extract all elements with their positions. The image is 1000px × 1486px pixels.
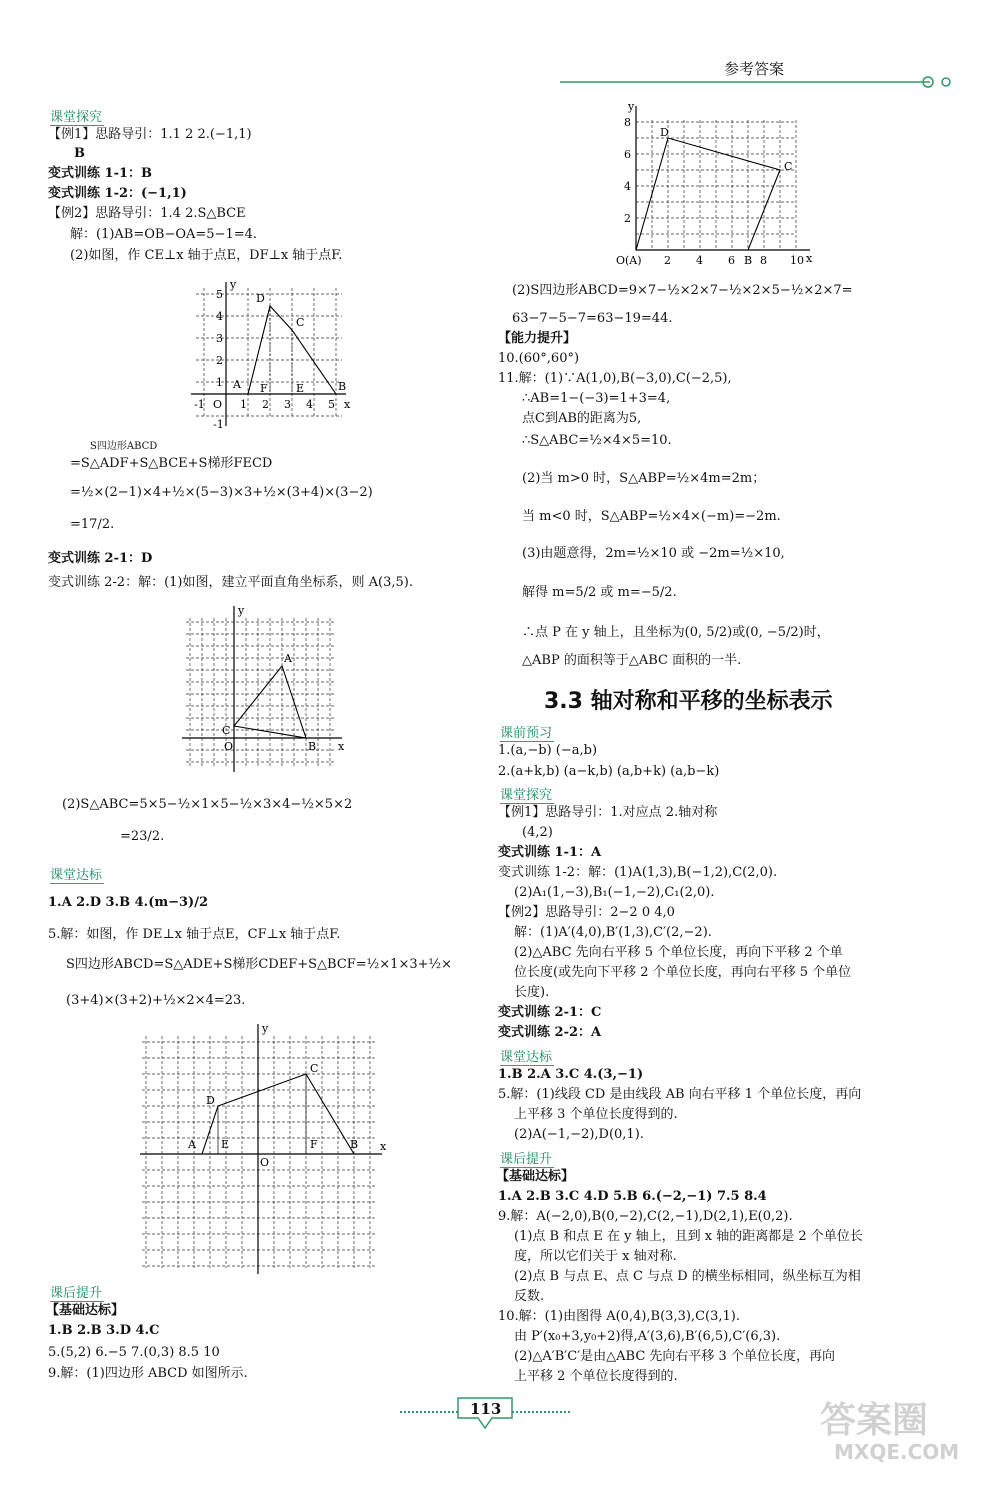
graph-label: O	[213, 398, 223, 411]
formula-line: 63−7−5−7=63−19=44.	[512, 311, 673, 326]
coordinate-graph-4	[610, 100, 825, 268]
graph-label: C	[784, 160, 793, 173]
section-title: 3.3 轴对称和平移的坐标表示	[544, 689, 833, 714]
section-heading-kehou-tisheng: 课后提升	[50, 1282, 104, 1302]
watermark-url: MXQE.COM	[834, 1440, 960, 1464]
section-heading-keqian-yuxi: 课前预习	[500, 722, 554, 742]
graph-label: A	[233, 378, 241, 391]
text-line: 【能力提升】	[498, 331, 577, 346]
formula-line: ∴点 P 在 y 轴上，且坐标为(0, 5/2)或(0, −5/2)时，	[522, 625, 830, 640]
graph-tick: 4	[216, 310, 223, 323]
graph-tick: 2	[664, 254, 671, 267]
formula-line: (2)S四边形ABCD=9×7−½×2×7−½×2×5−½×2×7=	[512, 283, 853, 298]
text-line: 9.解：A(−2,0),B(0,−2),C(2,−1),D(2,1),E(0,2).	[498, 1209, 793, 1224]
graph-label: C	[296, 316, 305, 329]
graph-label: O	[260, 1156, 270, 1169]
text-line: (2)A₁(1,−3),B₁(−1,−2),C₁(2,0).	[514, 885, 715, 900]
graph-tick: 4	[696, 254, 703, 267]
text-line: 变式训练 2-1：D	[48, 551, 153, 566]
graph-label: F	[260, 382, 268, 395]
text-line: 【例2】思路导引：1.4 2.S△BCE	[48, 206, 246, 221]
text-line: 2.(a+k,b) (a−k,b) (a,b+k) (a,b−k)	[498, 764, 720, 779]
text-line: 1.(a,−b) (−a,b)	[498, 743, 598, 758]
text-line: 【例1】思路导引：1.对应点 2.轴对称	[498, 805, 718, 820]
formula-line: =23/2.	[120, 829, 165, 844]
graph-tick: 2	[262, 398, 269, 411]
graph-tick: -1	[194, 398, 205, 411]
graph-label: y	[262, 1022, 269, 1035]
graph-label: D	[206, 1094, 215, 1107]
text-line: △ABP 的面积等于△ABC 面积的一半.	[522, 653, 742, 668]
text-line: 位长度(或先向下平移 2 个单位长度，再向右平移 5 个单位	[514, 965, 852, 980]
text-line: 点C到AB的距离为5,	[522, 411, 642, 426]
graph-tick: 1	[240, 398, 247, 411]
graph-tick: 6	[728, 254, 735, 267]
text-line: 长度).	[514, 985, 550, 1000]
section-heading-ketang-tanjiu-2: 课堂探究	[500, 784, 554, 804]
graph-label: A	[188, 1138, 196, 1151]
graph-label: F	[310, 1138, 318, 1151]
coordinate-graph-2	[180, 602, 350, 774]
text-line: 5.解：(1)线段 CD 是由线段 AB 向右平移 1 个单位长度，再向	[498, 1087, 862, 1102]
graph-tick: 8	[624, 116, 631, 129]
text-line: 由 P′(x₀+3,y₀+2)得,A′(3,6),B′(6,5),C′(6,3).	[514, 1329, 781, 1344]
text-line: 变式训练 2-1：C	[498, 1005, 602, 1020]
header-title: 参考答案	[724, 60, 785, 78]
graph-label: D	[660, 126, 669, 139]
text-line: 变式训练 1-1：B	[48, 166, 153, 181]
graph-tick: 4	[306, 398, 313, 411]
graph-tick: 10	[790, 254, 804, 267]
text-line: 1.A 2.D 3.B 4.(m−3)/2	[48, 895, 208, 910]
section-heading-kehou-tisheng-2: 课后提升	[500, 1148, 554, 1168]
graph-label: x	[380, 1140, 387, 1153]
text-line: 变式训练 1-2：(−1,1)	[48, 186, 187, 201]
text-line: 度，所以它们关于 x 轴对称.	[514, 1249, 677, 1264]
text-line: B	[74, 146, 85, 161]
graph-label: y	[628, 100, 635, 113]
text-line: 5.(5,2) 6.−5 7.(0,3) 8.5 10	[48, 1345, 220, 1360]
graph-label: B	[308, 740, 317, 753]
formula-line: =S△ADF+S△BCE+S梯形FECD	[70, 456, 273, 471]
text-line: 【例2】思路导引：2−2 0 4,0	[498, 905, 675, 920]
text-line: 1.B 2.B 3.D 4.C	[48, 1323, 160, 1338]
page-number: 113	[470, 1400, 502, 1418]
text-line: 反数.	[514, 1289, 545, 1304]
text-line: 变式训练 2-2：A	[498, 1025, 602, 1040]
formula-line: =17/2.	[70, 517, 115, 532]
text-line: 变式训练 1-2：解：(1)A(1,3),B(−1,2),C(2,0).	[498, 865, 778, 880]
text-line: 变式训练 1-1：A	[498, 845, 602, 860]
formula-line: (3+4)×(3+2)+½×2×4=23.	[66, 993, 246, 1008]
graph-tick: 5	[216, 288, 223, 301]
graph-tick: 1	[216, 376, 223, 389]
text-line: (2)A(−1,−2),D(0,1).	[514, 1127, 644, 1142]
text-line: 变式训练 2-2：解：(1)如图，建立平面直角坐标系，则 A(3,5).	[48, 575, 413, 590]
graph-tick: -1	[213, 418, 224, 430]
text-line: ∴AB=1−(−3)=1+3=4,	[522, 391, 671, 406]
text-line: 【基础达标】	[496, 1169, 575, 1184]
text-line: 10.解：(1)由图得 A(0,4),B(3,3),C(3,1).	[498, 1309, 740, 1324]
graph-tick: 4	[624, 180, 631, 193]
formula-line: (2)当 m>0 时，S△ABP=½×4m=2m；	[522, 471, 766, 486]
graph-label: x	[806, 252, 813, 265]
section-heading-ketang-dabiao-2: 课堂达标	[500, 1046, 554, 1066]
graph-tick: 2	[216, 354, 223, 367]
graph-label: B	[350, 1138, 359, 1151]
graph-tick: 8	[760, 254, 767, 267]
graph-label: D	[256, 292, 265, 305]
text-line: 【例1】思路导引：1.1 2 2.(−1,1)	[48, 127, 252, 142]
header-rule	[540, 72, 960, 96]
text-line: (2)点 B 与点 E、点 C 与点 D 的横坐标相同，纵坐标互为相	[514, 1269, 861, 1284]
graph-tick: 3	[284, 398, 291, 411]
formula-line: (2)S△ABC=5×5−½×1×5−½×3×4−½×5×2	[62, 797, 353, 812]
graph-label: x	[338, 740, 345, 753]
graph-tick: 5	[328, 398, 335, 411]
graph-label: O(A)	[616, 254, 642, 267]
text-line: 1.B 2.A 3.C 4.(3,−1)	[498, 1067, 644, 1082]
graph-tick: 2	[624, 212, 631, 225]
formula-line: =½×(2−1)×4+½×(5−3)×3+½×(3+4)×(3−2)	[70, 485, 373, 500]
text-line: 上平移 2 个单位长度得到的.	[514, 1369, 678, 1384]
graph-tick: 6	[624, 148, 631, 161]
graph-label: O	[224, 740, 234, 753]
graph-tick: 3	[216, 332, 223, 345]
graph-label: B	[744, 254, 753, 267]
formula-line: (3)由题意得，2m=½×10 或 −2m=½×10,	[522, 546, 785, 561]
text-line: 5.解：如图，作 DE⊥x 轴于点E，CF⊥x 轴于点F.	[48, 927, 341, 942]
text-line: (2)△ABC 先向右平移 5 个单位长度，再向下平移 2 个单	[514, 945, 843, 960]
graph-label: C	[310, 1062, 319, 1075]
watermark-logo: 答案圈	[820, 1400, 929, 1441]
text-line: (2)如图，作 CE⊥x 轴于点E，DF⊥x 轴于点F.	[70, 248, 343, 263]
text-line: 上平移 3 个单位长度得到的.	[514, 1107, 678, 1122]
formula-line: 当 m<0 时，S△ABP=½×4×(−m)=−2m.	[522, 509, 781, 524]
graph-label: C	[222, 724, 231, 737]
text-line: (2)△A′B′C′是由△ABC 先向右平移 3 个单位长度，再向	[514, 1349, 835, 1364]
text-line: (1)点 B 和点 E 在 y 轴上，且到 x 轴的距离都是 2 个单位长	[514, 1229, 863, 1244]
graph-label: E	[221, 1138, 230, 1151]
graph-label: x	[344, 398, 351, 411]
text-line: 解：(1)A′(4,0),B′(1,3),C′(2,−2).	[514, 925, 712, 940]
text-line: 解：(1)AB=OB−OA=5−1=4.	[70, 227, 258, 242]
section-heading-ketang-dabiao: 课堂达标	[50, 864, 104, 884]
graph-label: A	[284, 652, 292, 665]
graph-label: y	[230, 278, 237, 291]
section-heading-ketang-tanjiu: 课堂探究	[50, 106, 104, 126]
coordinate-graph-1	[186, 278, 356, 430]
formula-line: ∴S△ABC=½×4×5=10.	[522, 433, 672, 448]
text-line: 1.A 2.B 3.C 4.D 5.B 6.(−2,−1) 7.5 8.4	[498, 1189, 767, 1204]
text-line: (4,2)	[522, 825, 553, 840]
graph-label: E	[296, 382, 305, 395]
text-line: 11.解：(1)∵A(1,0),B(−3,0),C(−2,5),	[498, 371, 732, 386]
graph-label: B	[338, 380, 347, 393]
text-line: 10.(60°,60°)	[498, 351, 580, 366]
formula-line: 解得 m=5/2 或 m=−5/2.	[522, 585, 677, 600]
text-line: S四边形ABCD	[90, 441, 158, 452]
text-line: 【基础达标】	[46, 1303, 125, 1318]
formula-line: S四边形ABCD=S△ADE+S梯形CDEF+S△BCF=½×1×3+½×	[66, 957, 452, 972]
coordinate-graph-3	[140, 1018, 390, 1276]
text-line: 9.解：(1)四边形 ABCD 如图所示.	[48, 1366, 248, 1381]
graph-label: y	[238, 604, 245, 617]
